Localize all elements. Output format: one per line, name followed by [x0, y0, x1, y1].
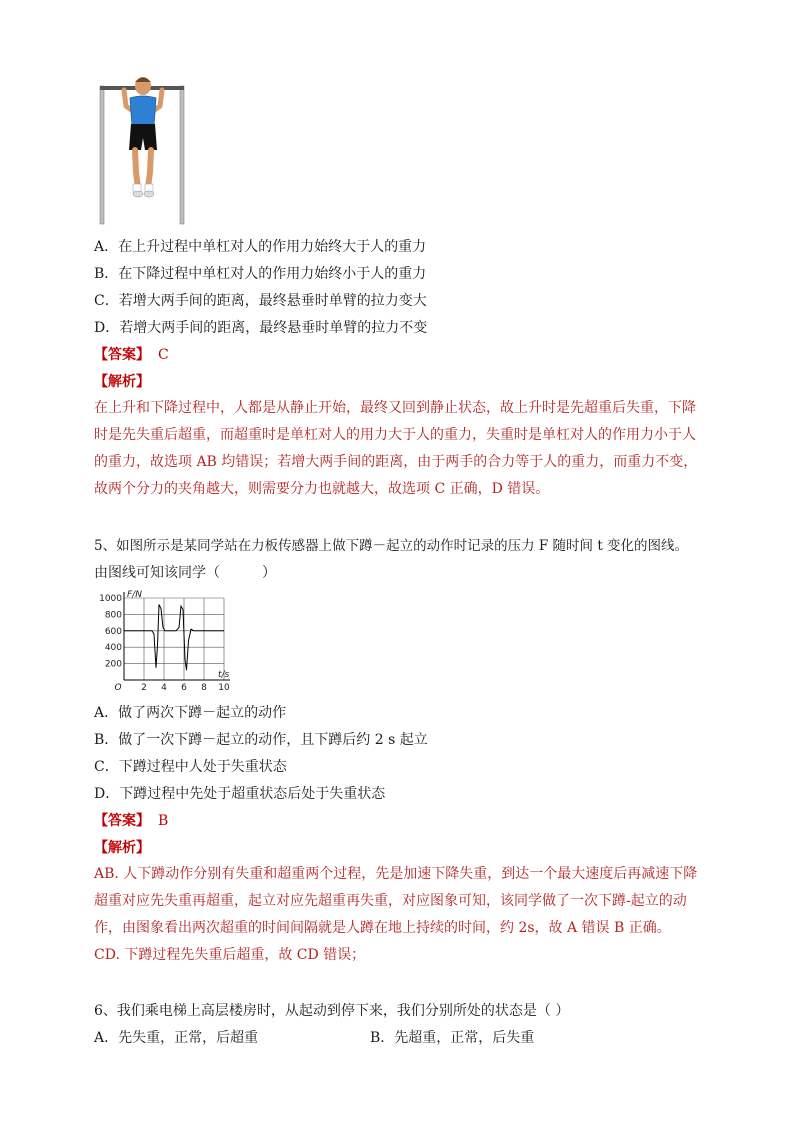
q4-analysis-text: [94, 395, 704, 503]
analysis-tag: 【解析】: [94, 840, 150, 856]
answer-tag: 【答案】: [94, 813, 150, 829]
answer-tag: 【答案】: [94, 347, 150, 363]
q5-option-a: A．做了两次下蹲－起立的动作: [94, 705, 287, 721]
x-tick-label: 6: [181, 683, 187, 693]
origin-label: O: [114, 683, 122, 693]
x-axis-label: t/s: [218, 670, 230, 680]
y-tick-label: 200: [104, 659, 122, 670]
q6-option-b: B．先超重，正常，后失重: [370, 1030, 535, 1046]
q4-option-a: A．在上升过程中单杠对人的作用力始终大于人的重力: [94, 239, 427, 255]
y-tick-label: 400: [104, 643, 122, 654]
y-axis-label: F/N: [127, 590, 142, 600]
y-tick-label: 1000: [99, 594, 122, 604]
analysis-line: CD. 下蹲过程先失重后超重，故 CD 错误；: [94, 947, 366, 963]
q4-option-c: C．若增大两手间的距离，最终悬垂时单臂的拉力变大: [94, 293, 427, 309]
analysis-line: 在上升和下降过程中，人都是从静止开始，最终又回到静止状态，故上升时是先超重后失重，下降: [94, 400, 696, 416]
q5-stem-line1: 5、如图所示是某同学站在力板传感器上做下蹲－起立的动作时记录的压力 F 随时间 t 变化的图线。: [94, 538, 689, 554]
analysis-line: 作，由图象看出两次超重的时间间隔就是人蹲在地上持续的时间，约 2s，故 A 错误 B 正确。: [94, 920, 671, 936]
q5-option-c: C．下蹲过程中人处于失重状态: [94, 759, 287, 775]
q5-analysis-row: [94, 837, 150, 857]
answer-value: C: [158, 347, 169, 363]
answer-value: B: [158, 813, 169, 829]
q4-option-d: D．若增大两手间的距离，最终悬垂时单臂的拉力不变: [94, 320, 428, 336]
analysis-line: 的重力，故选项 AB 均错误；若增大两手间的距离，由于两手的合力等于人的重力，而重力不变，: [94, 454, 698, 470]
q5-answer-row: [94, 810, 168, 830]
q4-option-b: B．在下降过程中单杠对人的作用力始终小于人的重力: [94, 266, 427, 282]
q5-option-b: B．做了一次下蹲－起立的动作，且下蹲后约 2 s 起立: [94, 732, 428, 748]
q4-answer-row: [94, 344, 169, 364]
q6-stem: 6、我们乘电梯上高层楼房时，从起动到停下来，我们分别所处的状态是（ ）: [94, 1003, 570, 1019]
analysis-tag: 【解析】: [94, 374, 150, 390]
analysis-line: 时是先失重后超重，而超重时是单杠对人的用力大于人的重力，失重时是单杠对人的作用力小于人: [94, 427, 696, 443]
x-tick-label: 2: [141, 683, 147, 693]
y-tick-label: 600: [104, 626, 122, 637]
q6-option-a: A．先失重，正常，后超重: [94, 1030, 259, 1046]
pull-up-figure: [96, 72, 192, 226]
y-tick-label: 800: [104, 610, 122, 621]
x-tick-label: 4: [161, 683, 167, 693]
x-tick-label: 10: [218, 683, 230, 693]
x-tick-label: 8: [201, 683, 207, 693]
force-time-chart: [96, 588, 236, 696]
q5-stem-line2: 由图线可知该同学（ ）: [94, 565, 276, 581]
analysis-line: AB. 人下蹲动作分别有失重和超重两个过程，先是加速下降失重，到达一个最大速度后再减速下降: [94, 866, 698, 882]
q5-analysis-text: [94, 861, 704, 969]
q4-analysis-row: [94, 371, 150, 391]
q5-option-d: D．下蹲过程中先处于超重状态后处于失重状态: [94, 786, 386, 802]
analysis-line: 超重对应先失重再超重，起立对应先超重再失重，对应图象可知，该同学做了一次下蹲-起立的动: [94, 893, 687, 909]
analysis-line: 故两个分力的夹角越大，则需要分力也就越大，故选项 C 正确，D 错误。: [94, 481, 550, 497]
